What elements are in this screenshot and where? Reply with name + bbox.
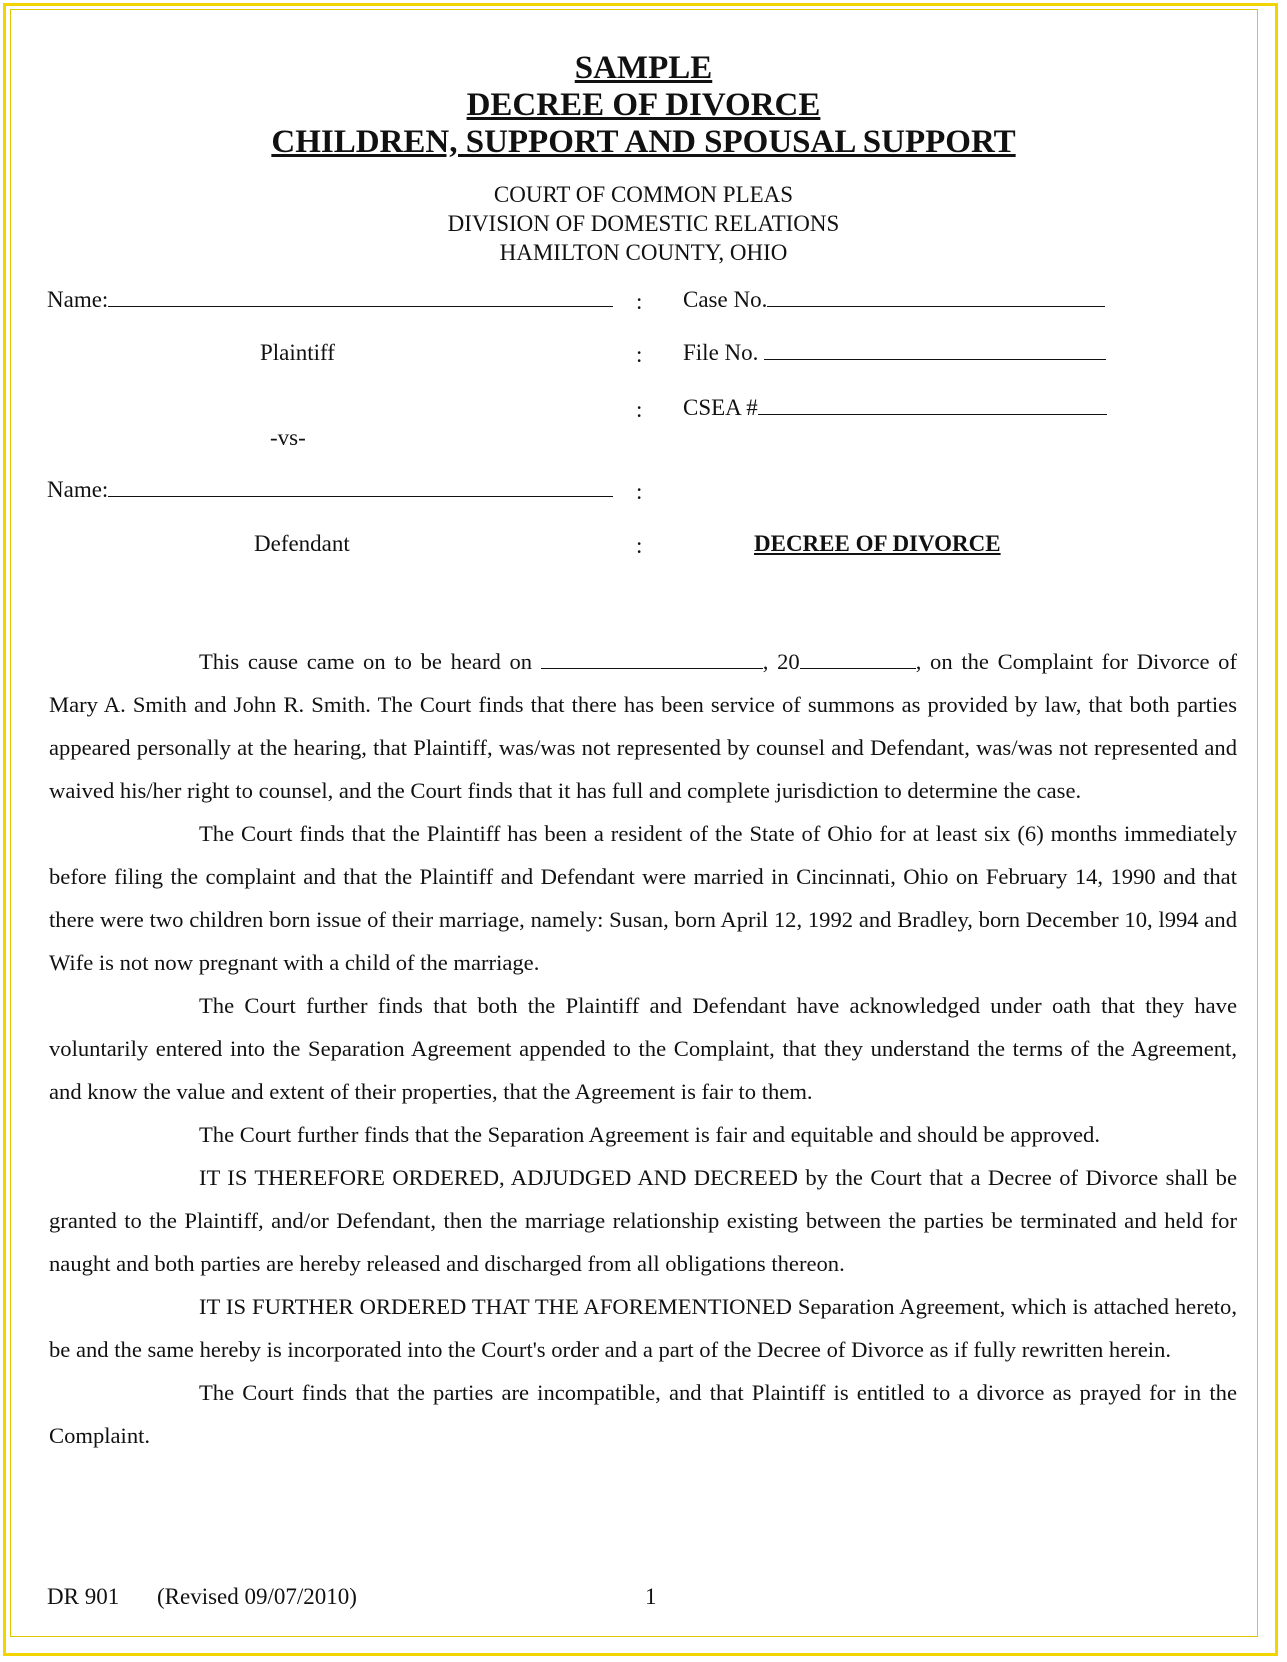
caption-separator: : bbox=[636, 479, 643, 504]
case-no-row bbox=[683, 287, 1105, 313]
plaintiff-name-field[interactable] bbox=[108, 287, 613, 307]
court-county: HAMILTON COUNTY, OHIO bbox=[499, 240, 788, 265]
file-no-label: File No. bbox=[683, 340, 759, 365]
plaintiff-name-label: Name: bbox=[47, 287, 109, 312]
paragraph-incorporation: IT IS FURTHER ORDERED THAT THE AFOREMENTIONED Separation Agreement, which is attached hereto, be and the same hereby is incorporated into the Court's order and a part of the Decree of Divorce as if fully rewritten herein. bbox=[49, 1294, 1237, 1362]
page-number: 1 bbox=[645, 1584, 657, 1609]
paragraph-ordered: IT IS THEREFORE ORDERED, ADJUDGED AND DECREED by the Court that a Decree of Divorce shall be granted to the Plaintiff, and/or Defendant, then the marriage relationship existing between the parties be terminated and held for naught and both parties are hereby released and discharged from all obligations thereon. bbox=[49, 1165, 1237, 1276]
hearing-year-prefix: , 20 bbox=[762, 649, 800, 674]
defendant-name-row bbox=[47, 477, 613, 503]
court-division: DIVISION OF DOMESTIC RELATIONS bbox=[447, 211, 840, 236]
hearing-text: This cause came on to be heard on bbox=[199, 649, 533, 674]
court-name: COURT OF COMMON PLEAS bbox=[493, 182, 794, 207]
revised-date: (Revised 09/07/2010) bbox=[157, 1584, 357, 1609]
hearing-text-cont: , on the Complaint for Divorce of Mary A. Smith and John R. Smith. The Court finds that there has been service of summons as provided by law, that both parties appeared personally at the hearing, that Plaintiff, was/was not represented by counsel and Defendant, was/was not represented and waived his/her right to counsel, and the Court finds that it has full and complete jurisdiction to determine the case. bbox=[49, 649, 1237, 803]
form-number: DR 901 bbox=[47, 1584, 120, 1609]
title-subtitle: CHILDREN, SUPPORT AND SPOUSAL SUPPORT bbox=[271, 124, 1016, 160]
paragraph-hearing bbox=[49, 640, 1237, 812]
caption-separator: : bbox=[636, 533, 643, 558]
caption-separator: : bbox=[636, 289, 643, 314]
decree-heading: DECREE OF DIVORCE bbox=[754, 531, 1001, 556]
hearing-year-field[interactable] bbox=[800, 649, 916, 669]
defendant-name-label: Name: bbox=[47, 477, 109, 502]
csea-row bbox=[683, 395, 1107, 421]
caption-separator: : bbox=[636, 397, 643, 422]
paragraph-incompatible: The Court finds that the parties are incompatible, and that Plaintiff is entitled to a divorce as prayed for in the Complaint. bbox=[49, 1380, 1237, 1448]
caption-separator: : bbox=[636, 342, 643, 367]
title-sample: SAMPLE bbox=[574, 50, 713, 86]
vs-label: -vs- bbox=[270, 425, 306, 450]
paragraph-approval: The Court further finds that the Separation Agreement is fair and equitable and should be approved. bbox=[199, 1122, 1100, 1147]
decree-body bbox=[49, 640, 1237, 1457]
paragraph-agreement: The Court further finds that both the Plaintiff and Defendant have acknowledged under oath that they have voluntarily entered into the Separation Agreement appended to the Complaint, that they understand the terms of the Agreement, and know the value and extent of their properties, that the Agreement is fair to them. bbox=[49, 993, 1237, 1104]
plaintiff-name-row bbox=[47, 287, 613, 313]
hearing-date-field[interactable] bbox=[541, 649, 763, 669]
defendant-label: Defendant bbox=[254, 531, 350, 556]
paragraph-residency: The Court finds that the Plaintiff has been a resident of the State of Ohio for at least six (6) months immediately before filing the complaint and that the Plaintiff and Defendant were married in Cincinnati, Ohio on February 14, 1990 and that there were two children born issue of their marriage, namely: Susan, born April 12, 1992 and Bradley, born December 10, l994 and Wife is not now pregnant with a child of the marriage. bbox=[49, 821, 1237, 975]
case-no-label: Case No. bbox=[683, 287, 768, 312]
case-no-field[interactable] bbox=[767, 287, 1105, 307]
defendant-name-field[interactable] bbox=[108, 477, 613, 497]
plaintiff-label: Plaintiff bbox=[260, 340, 335, 365]
file-no-row bbox=[683, 340, 1106, 366]
title-decree: DECREE OF DIVORCE bbox=[466, 87, 821, 123]
csea-label: CSEA # bbox=[683, 395, 758, 420]
csea-field[interactable] bbox=[758, 395, 1107, 415]
file-no-field[interactable] bbox=[764, 340, 1106, 360]
